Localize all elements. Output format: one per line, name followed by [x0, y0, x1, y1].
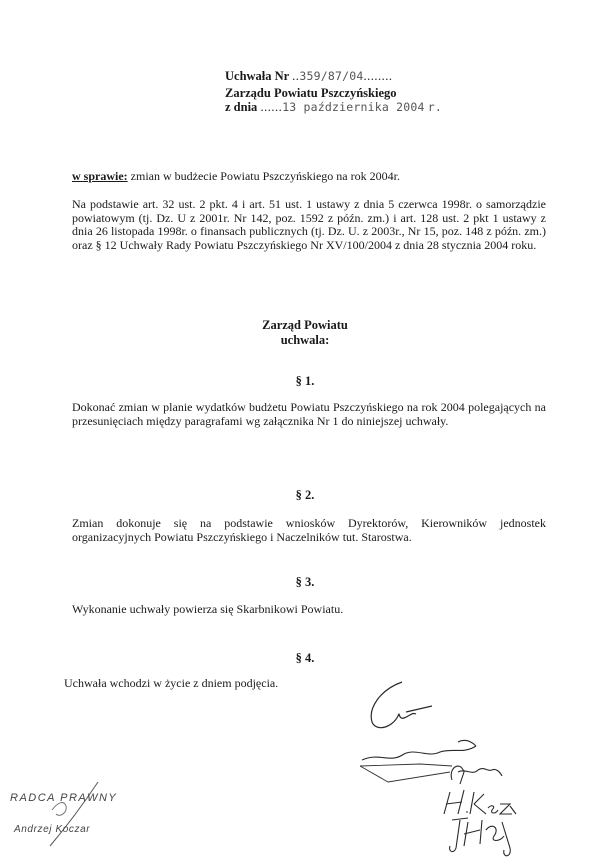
subject-paragraph [72, 170, 546, 184]
resolution-number-line [225, 69, 393, 84]
dots: ...... [260, 100, 283, 114]
stamp-name: Andrzej Koczar [14, 824, 91, 835]
date-label: z dnia [225, 100, 258, 114]
date-line [225, 100, 442, 115]
section-2-heading: § 2. [295, 488, 315, 502]
board-signatures [340, 672, 560, 862]
resolution-number: 359/87/04 [299, 69, 364, 83]
legal-basis-paragraph: Na podstawie art. 32 ust. 2 pkt. 4 i art. 51 ust. 1 ustawy z dnia 5 czerwca 1998r. o samorządzie powiatowym (tj. Dz. U z 2001r. Nr 142, poz. 1592 z późn. zm.) i art. 128 ust. 2 pkt 1 ustawy z dnia 26 listopada 1998r. o finansach publicznych (tj. Dz. U. z 2003r., Nr 15, poz. 148 z późn. zm.) oraz § 12 Uchwały Rady Powiatu Pszczyńskiego Nr XV/100/2004 z dnia 28 stycznia 2004 roku. [72, 197, 546, 252]
resolution-label: Uchwała Nr [225, 69, 290, 83]
resolution-date: 13 października 2004 [282, 100, 425, 114]
stamp-title: RADCA PRAWNY [10, 792, 118, 804]
resolving-body-verb: uchwala: [280, 333, 330, 347]
issuing-body: Zarządu Powiatu Pszczyńskiego [225, 86, 397, 100]
handwritten-signatures [340, 672, 560, 862]
section-3-heading: § 3. [295, 575, 315, 589]
section-3-text: Wykonanie uchwały powierza się Skarbnikowi Powiatu. [72, 602, 344, 616]
date-suffix: r. [427, 100, 443, 114]
section-4-text: Uchwała wchodzi w życie z dniem podjęcia. [64, 676, 279, 690]
section-2-text: Zmian dokonuje się na podstawie wniosków Dyrektorów, Kierowników jednostek organizacyjnych Powiatu Pszczyńskiego i Naczelników tut. Starostwa. [72, 516, 546, 544]
legal-counsel-stamp [6, 780, 136, 850]
resolving-body-title: Zarząd Powiatu [262, 318, 348, 332]
subject-label: w sprawie: [72, 169, 128, 183]
section-1-text: Dokonać zmian w planie wydatków budżetu Powiatu Pszczyńskiego na rok 2004 polegających na przesunięciach między paragrafami wg załącznika Nr 1 do niniejszej uchwały. [72, 400, 546, 428]
stamp-signature-stroke [6, 780, 136, 850]
dots: ........ [363, 69, 393, 83]
section-1-heading: § 1. [295, 374, 315, 388]
section-4-heading: § 4. [295, 651, 315, 665]
subject-text: zmian w budżecie Powiatu Pszczyńskiego na rok 2004r. [127, 169, 400, 183]
dots: .. [292, 69, 300, 83]
